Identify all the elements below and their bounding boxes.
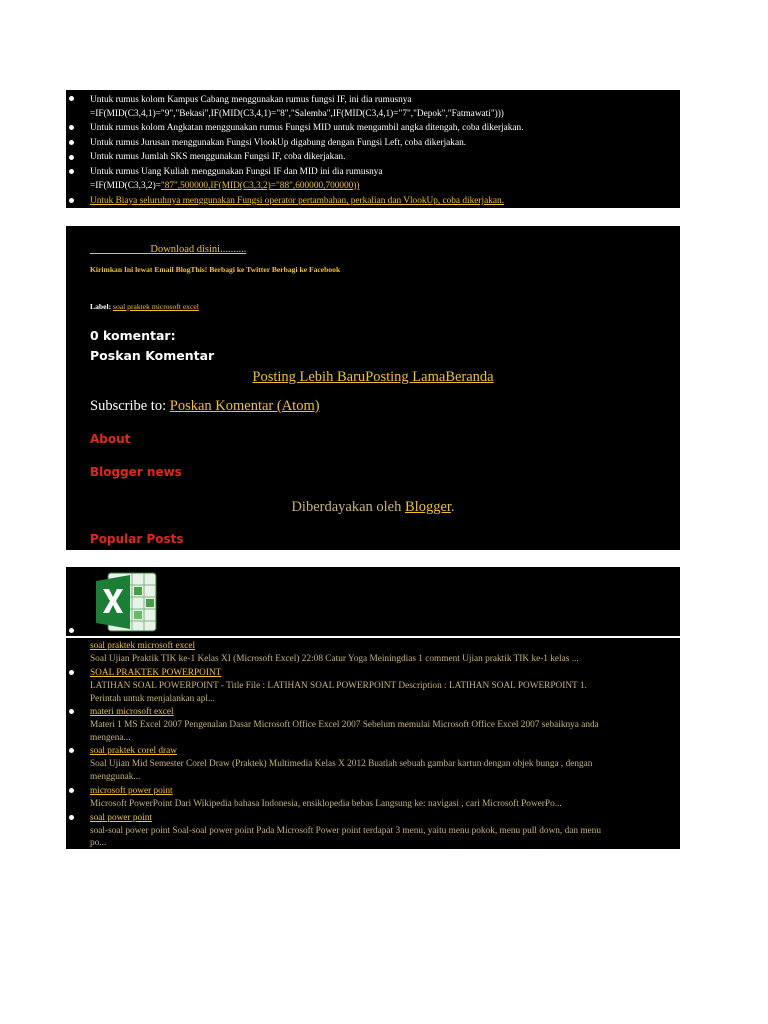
label-prefix: Label: <box>90 302 112 311</box>
popular-post-snippet-cont: Perintah untuk menjalankan apl... <box>90 694 215 704</box>
list-item-formula: =IF(MID(C3,4,1)="9","Bekasi",IF(MID(C3,4,1)="8","Salemba",IF(MID(C3,4,1)="7","Depok","Fatmawati"))) <box>90 109 504 119</box>
list-item: Untuk rumus kolom Kampus Cabang menggunakan rumus fungsi IF, ini dia rumusnya <box>90 95 412 105</box>
bullet-icon <box>69 670 74 675</box>
bullet-icon <box>69 628 74 633</box>
powered-suffix: . <box>450 499 455 515</box>
list-item-link[interactable]: Untuk Biaya seluruhnya menggunakan Fungsi operator pertambahan, perkalian dan VlookUp, coba dikerjakan. <box>90 196 504 206</box>
powered-prefix: Diberdayakan oleh <box>291 499 402 515</box>
bullet-icon <box>69 169 74 174</box>
popular-post-title[interactable]: materi microsoft excel <box>90 707 174 717</box>
powered-by <box>66 499 680 516</box>
bullet-icon <box>69 96 74 101</box>
popular-post-title[interactable]: soal praktek corel draw <box>90 746 177 756</box>
popular-post-snippet-cont: po... <box>90 838 107 848</box>
popular-posts <box>66 567 680 849</box>
popular-post-title[interactable]: soal praktek microsoft excel <box>90 641 196 651</box>
list-item: Untuk rumus Uang Kuliah menggunakan Fungsi IF dan MID ini dia rumusnya <box>90 167 383 177</box>
bullet-icon <box>69 815 74 820</box>
popular-post-snippet: Soal Ujian Praktik TIK ke-1 Kelas XI (Microsoft Excel) 22:08 Catur Yoga Meiningdias 1 comment Ujian praktik TIK ke-1 kelas ... <box>90 654 579 664</box>
download-link[interactable]: Download disini.......... <box>150 244 247 255</box>
subscribe-link[interactable]: Poskan Komentar (Atom) <box>169 398 320 414</box>
bullet-icon <box>69 748 74 753</box>
blogger-link[interactable]: Blogger <box>405 499 451 515</box>
comments-count: 0 komentar: <box>90 328 176 343</box>
list-item: Untuk rumus kolom Angkatan menggunakan rumus Fungsi MID untuk mengambil angka ditengah, coba dikerjakan. <box>90 123 524 133</box>
excel-logo-icon[interactable] <box>94 571 160 633</box>
share-links[interactable]: Kirimkan Ini lewat Email BlogThis! Berbagi ke Twitter Berbagi ke Facebook <box>90 265 341 274</box>
popular-post-title[interactable]: SOAL PRAKTEK POWERPOINT <box>90 668 222 678</box>
bullet-icon <box>69 709 74 714</box>
popular-post-snippet: Materi 1 MS Excel 2007 Pengenalan Dasar Microsoft Office Excel 2007 Sebelum memulai Microsoft Office Excel 2007 sebaiknya anda <box>90 720 599 730</box>
bullet-icon <box>69 140 74 145</box>
formula-list <box>66 90 680 208</box>
bullet-icon <box>69 788 74 793</box>
popular-post-title[interactable]: soal power point <box>90 813 152 823</box>
post-labels <box>90 302 199 311</box>
formula-link[interactable]: "87",500000,IF(MID(C3,3,2)="88",600000,700000)) <box>160 181 360 191</box>
subscribe-prefix: Subscribe to: <box>90 398 167 414</box>
popular-post-snippet-cont: menggunak... <box>90 772 141 782</box>
popular-posts-heading: Popular Posts <box>90 532 184 546</box>
popular-post-snippet-cont: mengena... <box>90 733 131 743</box>
bullet-icon <box>69 198 74 203</box>
popular-post-snippet: Soal Ujian Mid Semester Corel Draw (Praktek) Multimedia Kelas X 2012 Buatlah sebuah gambar kartun dengan objek bunga , dengan <box>90 759 593 769</box>
blog-pager <box>66 369 680 386</box>
older-posts-link[interactable]: Posting Lama <box>365 369 446 385</box>
list-item: Untuk rumus Jurusan menggunakan Fungsi VlookUp digabung dengan Fungsi Left, coba dikerjakan. <box>90 138 467 148</box>
list-item-formula <box>90 180 360 193</box>
popular-post-title[interactable]: microsoft power point <box>90 786 173 796</box>
newer-posts-link[interactable]: Posting Lebih Baru <box>252 369 366 385</box>
label-link[interactable]: soal praktek microsoft excel <box>113 302 199 311</box>
post-comment-heading: Poskan Komentar <box>90 348 215 363</box>
home-link[interactable]: Beranda <box>445 369 494 385</box>
formula-prefix: =IF(MID(C3,3,2)= <box>90 181 161 191</box>
divider <box>66 636 680 638</box>
blogger-news-heading: Blogger news <box>90 465 182 479</box>
popular-post-snippet: soal-soal power point Soal-soal power point Pada Microsoft Power point terdapat 3 menu, yaitu menu pokok, menu pull down, dan menu <box>90 826 601 836</box>
popular-post-snippet: Microsoft PowerPoint Dari Wikipedia bahasa Indonesia, ensiklopedia bebas Langsung ke: navigasi , cari Microsoft PowerPo... <box>90 799 562 809</box>
post-footer <box>66 226 680 550</box>
bullet-icon <box>69 125 74 130</box>
about-heading: About <box>90 432 131 446</box>
list-item: Untuk rumus Jumlah SKS menggunakan Fungsi IF, coba dikerjakan. <box>90 152 346 162</box>
popular-post-snippet: LATIHAN SOAL POWERPOINT - Title File : LATIHAN SOAL POWERPOINT Description : LATIHAN SOAL POWERPOINT 1. <box>90 681 587 691</box>
subscribe-line <box>90 398 320 415</box>
bullet-icon <box>69 155 74 160</box>
